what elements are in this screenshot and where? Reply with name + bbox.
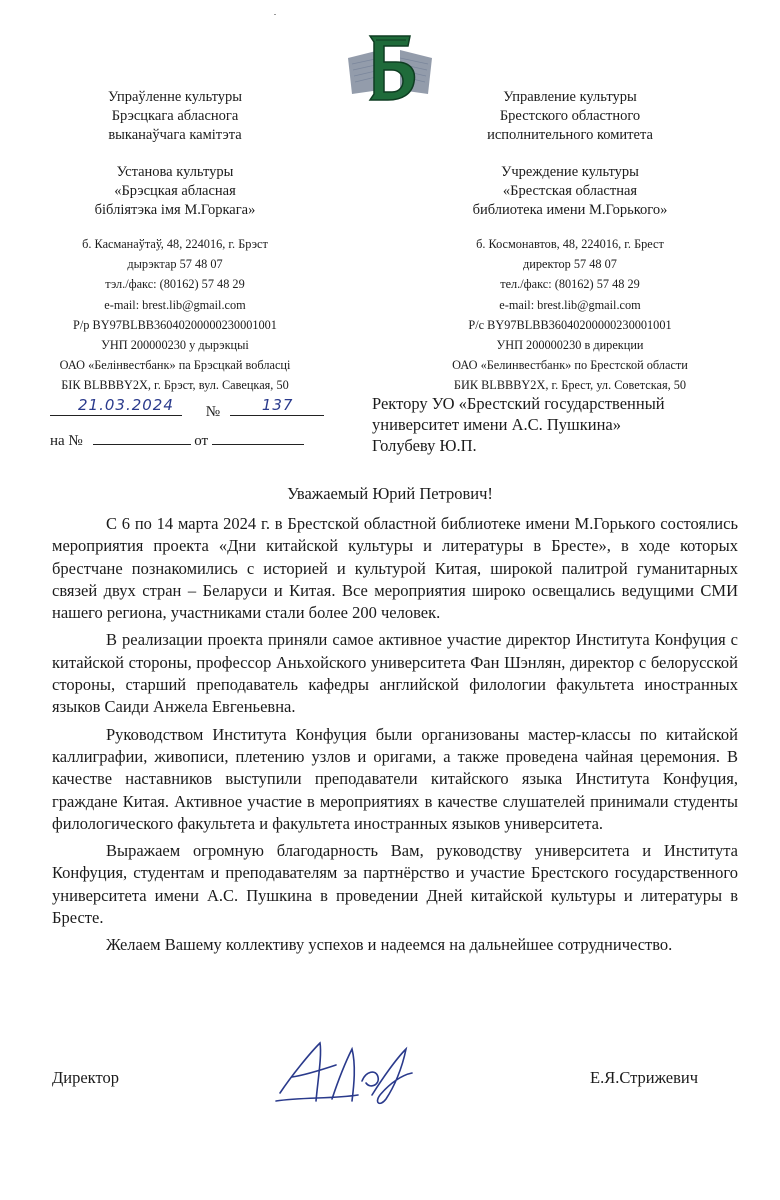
unp-line: УНП 200000230 в дирекции [496,338,644,353]
account-line: Р/с BY97BLBB36040200000230001001 [468,317,672,332]
addressee [372,393,742,456]
org-line: Упраўленне культуры [107,89,243,105]
inst-line: Установа культуры [116,164,234,180]
paragraph: Желаем Вашему коллективу успехов и надеемся на дальнейшее сотрудничество. [106,935,673,955]
reference-label: на № [50,433,83,449]
inst-line: библиотека имени М.Горького» [472,202,668,218]
outgoing-date: 21.03.2024 [78,396,174,414]
org-line: Брестского областного [499,108,641,124]
institution-name-ru [425,163,715,220]
reference-date-field [212,427,304,445]
fax-line: тел./факс: (80162) 57 48 29 [500,277,640,292]
bank-line: ОАО «Белінвестбанк» па Брэсцкай вобласці [59,358,291,373]
address-line: б. Космонавтов, 48, 224016, г. Брест [476,237,664,251]
signatory-title: Директор [52,1068,119,1087]
paragraph: Руководством Института Конфуция были организованы мастер-классы по китайской каллиграфии, живописи, плетению узлов и оригами, а также проведена чайная церемония. В качестве наставников выступили преподаватели китайского языка Института Конфуция, граждане Китая. Активное участие в мероприятиях в качестве слушателей принимали студенты филологического факультета и факультета иностранных языков университета. [52,724,738,833]
contacts-ru [425,234,715,396]
handwritten-signature [262,1035,442,1115]
org-line: Брэсцкага абласнога [111,108,239,124]
org-line: исполнительного комитета [487,127,653,143]
inst-line: бібліятэка імя М.Горкага» [94,202,256,218]
org-line: Управление культуры [503,89,637,105]
outgoing-date-field [50,398,182,416]
director-phone: директор 57 48 07 [523,257,617,272]
header-left [40,88,310,396]
number-sign: № [205,404,221,420]
bic-line: БИК BLBBBY2X, г. Брест, ул. Советская, 50 [453,378,687,393]
director-phone: дырэктар 57 48 07 [127,257,223,272]
from-label: от [194,433,209,449]
paragraph: В реализации проекта приняли самое активное участие директор Института Конфуция с китайской стороны, профессор Аньхойского университета Фан Шэнлян, директор с белорусской стороны, старший преподаватель кафедры английской филологии факультета иностранных языков Саиди Анжела Евгеньевна. [52,630,738,717]
paragraph: С 6 по 14 марта 2024 г. в Брестской областной библиотеке имени М.Горького состоялись мероприятия проекта «Дни китайской культуры и литературы в Бресте», в ходе которых брестчане познакомились с историей и культурой Китая, широкой палитрой гуманитарных связей двух стран – Беларуси и Китая. Все мероприятия широко освещались ведущими СМИ нашего региона, участниками стали более 200 человек. [52,514,738,623]
salutation: Уважаемый Юрий Петрович! [287,484,493,503]
addressee-line: Ректору УО «Брестский государственный [372,394,665,413]
address-line: б. Касманаўтаў, 48, 224016, г. Брэст [82,237,268,251]
outgoing-number-field [230,398,324,416]
contacts-be [40,234,310,396]
fax-line: тэл./факс: (80162) 57 48 29 [105,277,245,292]
inst-line: «Брестская областная [502,183,638,199]
org-name-ru [425,88,715,145]
signatory-name: Е.Я.Стрижевич [590,1068,699,1087]
inst-line: «Брэсцкая абласная [114,183,236,199]
header-right [425,88,715,396]
org-line: выканаўчага камітэта [108,127,242,143]
bank-line: ОАО «Белинвестбанк» по Брестской области [452,358,688,373]
institution-name-be [40,163,310,220]
email-line: e-mail: brest.lib@gmail.com [104,297,246,312]
addressee-line: университет имени А.С. Пушкина» [372,415,621,434]
outgoing-number: 137 [261,396,294,414]
outgoing-registration [50,398,324,422]
letter-body [52,513,738,962]
reference-number-field [93,427,191,445]
addressee-line: Голубеву Ю.П. [372,436,477,455]
org-name-be [40,88,310,145]
paragraph: Выражаем огромную благодарность Вам, руководству университета и Института Конфуция, студентам и преподавателям за партнёрство и участие Брестского государственного университета имени А.С. Пушкина в проведении Дней китайской культуры и литературы в Бресте. [52,841,738,928]
reference-registration [50,427,304,451]
account-line: Р/р BY97BLBB36040200000230001001 [73,317,277,332]
bic-line: БІК BLBBBY2X, г. Брэст, вул. Савецкая, 50 [61,378,289,393]
email-line: e-mail: brest.lib@gmail.com [499,297,641,312]
unp-line: УНП 200000230 у дырэкцыі [101,338,249,353]
inst-line: Учреждение культуры [501,164,639,180]
scan-speck [274,14,276,15]
